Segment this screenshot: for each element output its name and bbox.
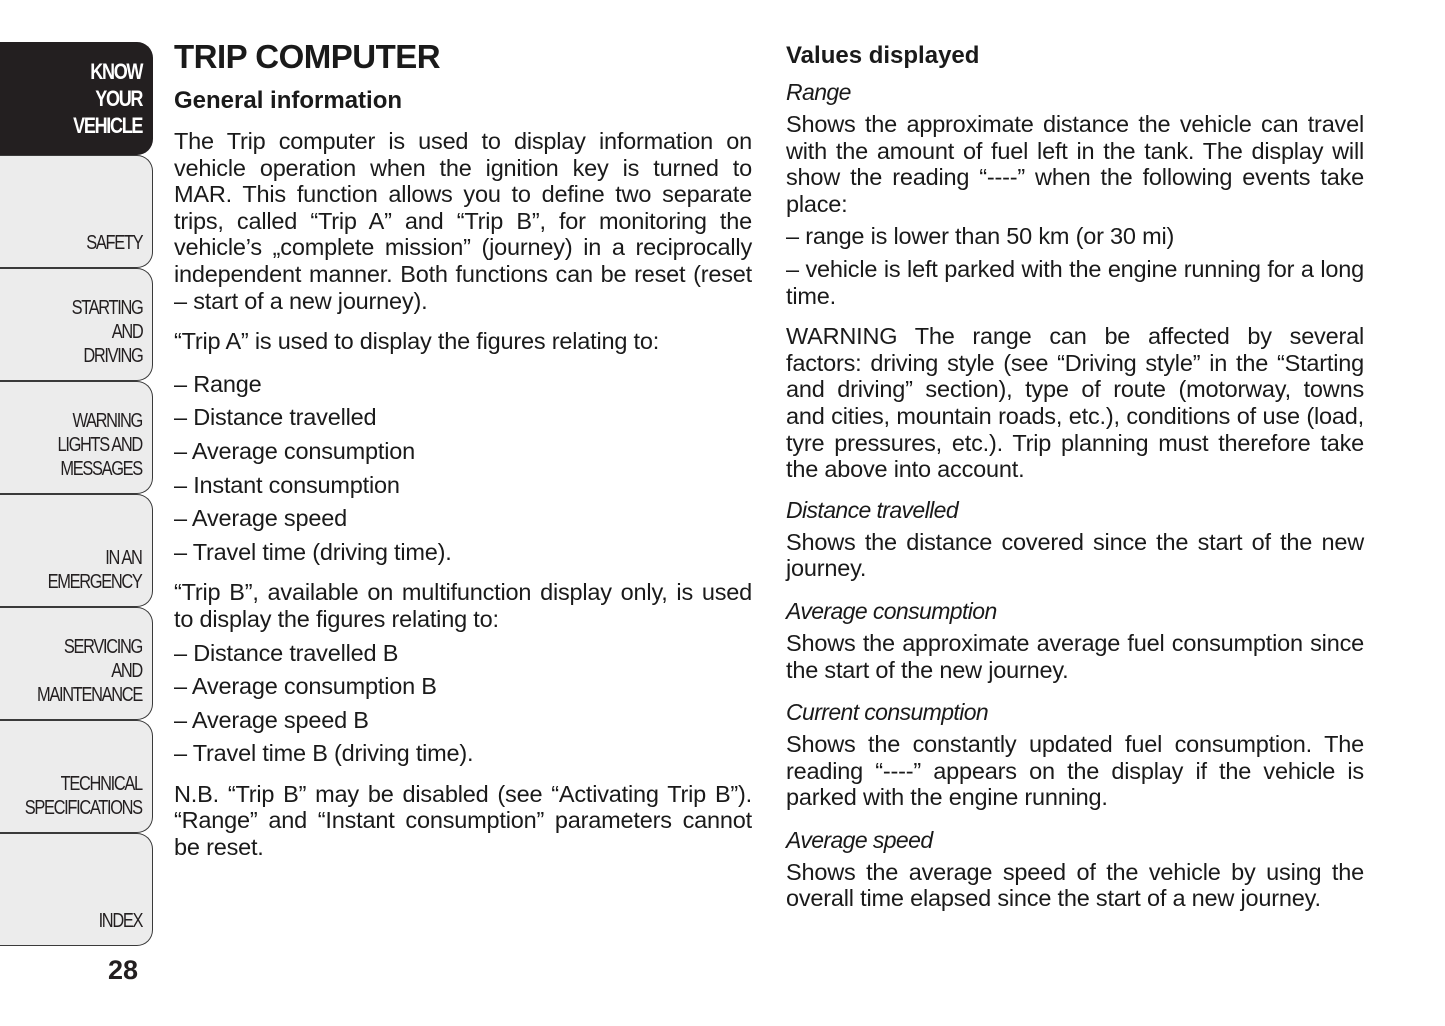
avg-consumption-heading: Average consumption <box>786 597 997 624</box>
page-number: 28 <box>108 955 139 985</box>
list-item: – Average consumption B <box>174 673 437 700</box>
tab-in-an-emergency[interactable] <box>0 494 153 607</box>
avg-speed-text: Shows the average speed of the vehicle by using the overall time elapsed since the start of a new journey. <box>786 858 1364 912</box>
tab-label: IN AN EMERGENCY <box>48 547 142 593</box>
tab-label: TECHNICAL SPECIFICATIONS <box>24 773 142 819</box>
tab-label: INDEX <box>98 910 142 932</box>
tab-label: SERVICING AND MAINTENANCE <box>37 636 143 706</box>
list-item: – Range <box>174 370 262 397</box>
range-block <box>786 77 1364 483</box>
current-consumption-block <box>786 697 1364 811</box>
tab-technical-specifications[interactable] <box>0 720 153 833</box>
avg-speed-block <box>786 825 1364 912</box>
tab-label: STARTING AND DRIVING <box>71 297 142 367</box>
range-heading: Range <box>786 79 851 105</box>
range-item: – range is lower than 50 km (or 30 mi) <box>786 223 1175 250</box>
note-paragraph: N.B. “Trip B” may be disabled (see “Activating Trip B”). “Range” and “Instant consumption” parameters cannot be reset. <box>174 780 752 861</box>
list-item: – Instant consumption <box>174 471 400 498</box>
avg-speed-heading: Average speed <box>786 826 933 853</box>
right-column <box>786 38 1364 926</box>
trip-b-list <box>174 640 752 767</box>
tab-safety[interactable] <box>0 155 153 268</box>
list-item: – Distance travelled B <box>174 639 399 666</box>
section-heading-general-information: General information <box>174 87 403 114</box>
tab-label: WARNING LIGHTS AND MESSAGES <box>57 410 143 480</box>
range-warning: WARNING The range can be affected by several factors: driving style (see “Driving style” in the “Starting and driving” section), type of route (motorway, towns and cities, mountain roads, etc.), conditions of use (load, tyre pressures, etc.). Trip planning must therefore take the above into account. <box>786 323 1364 483</box>
intro-paragraph: The Trip computer is used to display information on vehicle operation when the ignition key is turned to MAR. This function allows you to define two separate trips, called “Trip A” and “Trip B”, for monitoring the vehicle’s „complete mission” (journey) in a reciprocally independent manner. Both functions can be reset (reset – start of a new journey). <box>174 128 752 314</box>
left-column <box>174 38 752 875</box>
distance-heading: Distance travelled <box>786 496 959 523</box>
tab-index[interactable] <box>0 833 153 946</box>
distance-block <box>786 495 1364 582</box>
list-item: – Average speed B <box>174 706 369 733</box>
avg-consumption-text: Shows the approximate average fuel consumption since the start of the new journey. <box>786 629 1364 683</box>
range-item: – vehicle is left parked with the engine running for a long time. <box>786 255 1364 309</box>
trip-a-list <box>174 371 752 566</box>
page-title: TRIP COMPUTER <box>174 38 441 75</box>
tab-know-your-vehicle[interactable] <box>0 42 153 155</box>
tab-label: KNOW YOUR VEHICLE <box>72 59 142 138</box>
list-item: – Travel time (driving time). <box>174 538 452 565</box>
tab-label: SAFETY <box>86 232 142 254</box>
section-heading-values-displayed: Values displayed <box>786 42 980 69</box>
current-consumption-text: Shows the constantly updated fuel consumption. The reading “----” appears on the display if the vehicle is parked with the engine running. <box>786 731 1364 811</box>
range-text: Shows the approximate distance the vehicle can travel with the amount of fuel left in the tank. The display will show the reading “----” when the following events take place: <box>786 111 1364 217</box>
tab-warning-lights-and-messages[interactable] <box>0 381 153 494</box>
trip-b-intro: “Trip B”, available on multifunction display only, is used to display the figures relating to: <box>174 579 752 632</box>
tab-starting-and-driving[interactable] <box>0 268 153 381</box>
trip-a-intro: “Trip A” is used to display the figures relating to: <box>174 328 660 355</box>
tab-servicing-and-maintenance[interactable] <box>0 607 153 720</box>
current-consumption-heading: Current consumption <box>786 699 989 726</box>
avg-consumption-block <box>786 596 1364 683</box>
distance-text: Shows the distance covered since the start of the new journey. <box>786 528 1364 582</box>
list-item: – Travel time B (driving time). <box>174 740 474 767</box>
list-item: – Average consumption <box>174 437 415 464</box>
list-item: – Distance travelled <box>174 404 377 431</box>
list-item: – Average speed <box>174 505 347 532</box>
